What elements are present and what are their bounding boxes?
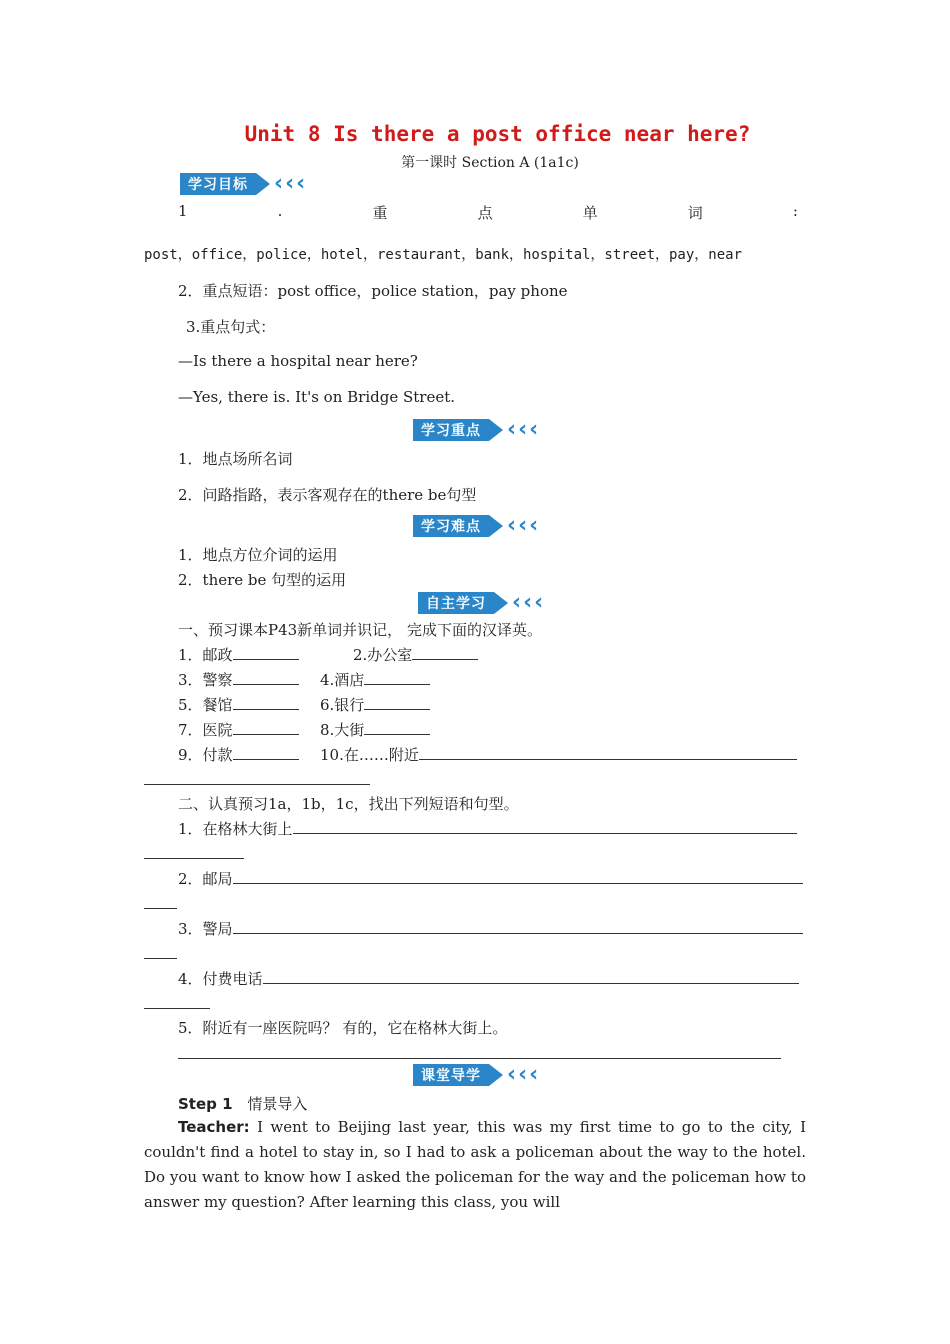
phrase-item	[178, 968, 799, 989]
vocab-label: 7．医院	[178, 721, 233, 739]
answer-blank-continued[interactable]	[144, 784, 370, 785]
vocab-item	[178, 644, 299, 665]
text-part: 单	[582, 204, 598, 222]
key-point-2: 2．问路指路，表示客观存在的there be句型	[178, 486, 477, 504]
self-study-part1-title: 一、预习课本P43新单词并识记， 完成下面的汉译英。	[178, 621, 542, 639]
vocab-label: 1．邮政	[178, 646, 233, 664]
self-study-part2-title: 二、认真预习1a，1b，1c，找出下列短语和句型。	[178, 795, 519, 813]
vocab-item	[320, 669, 430, 690]
teacher-text: I went to Beijing last year, this was my first time to go to the city, I couldn't find a hotel to stay in, so I had to ask a policeman about the way to the hotel. Do you want to know how I asked the policeman for the way and the policeman how to answer my question? After learning this class, you will	[144, 1118, 806, 1211]
banner-difficult-points	[413, 515, 540, 537]
difficult-point-2: 2．there be 句型的运用	[178, 571, 347, 589]
answer-blank[interactable]	[263, 969, 799, 984]
phrase-item	[178, 818, 797, 839]
phrase-label: 2．邮局	[178, 870, 233, 888]
banner-classroom-label: 课堂导学	[413, 1064, 489, 1086]
answer-blank[interactable]	[364, 695, 430, 710]
chevrons-icon: ‹ ‹ ‹	[274, 171, 306, 196]
vocab-label: 3．警察	[178, 671, 233, 689]
answer-blank[interactable]	[233, 695, 299, 710]
text-part: 1	[178, 202, 188, 220]
step1-label: Step 1	[178, 1095, 233, 1113]
answer-blank-continued[interactable]	[144, 908, 177, 909]
answer-blank[interactable]	[364, 720, 430, 735]
vocab-label: 2.办公室	[353, 646, 413, 664]
goals-dialog1: —Is there a hospital near here?	[178, 352, 418, 370]
step1-heading	[178, 1093, 307, 1114]
vocab-item	[178, 719, 299, 740]
goals-item2: 2．重点短语：post office，police station，pay phone	[178, 282, 568, 300]
vocab-label: 10.在……附近	[320, 746, 419, 764]
answer-blank[interactable]	[233, 869, 803, 884]
sentence-item: 5．附近有一座医院吗？ 有的，它在格林大街上。	[178, 1019, 508, 1037]
answer-blank[interactable]	[233, 720, 299, 735]
chevrons-icon: ‹ ‹ ‹	[507, 1062, 539, 1087]
text-part: .	[277, 202, 283, 220]
answer-blank[interactable]	[233, 919, 803, 934]
text-part: 点	[477, 204, 493, 222]
banner-self-study-label: 自主学习	[418, 592, 494, 614]
answer-blank[interactable]	[364, 670, 430, 685]
banner-key-points-label: 学习重点	[413, 419, 489, 441]
vocab-label: 4.酒店	[320, 671, 365, 689]
difficult-point-1: 1．地点方位介词的运用	[178, 546, 338, 564]
phrase-label: 4．付费电话	[178, 970, 263, 988]
vocab-label: 6.银行	[320, 696, 365, 714]
goals-item1-words: post，office，police，hotel，restaurant，bank，hospital，street，pay，near	[144, 247, 743, 263]
phrase-item	[178, 918, 803, 939]
text-part: 词	[687, 204, 703, 222]
vocab-item	[178, 744, 299, 765]
vocab-item	[320, 694, 430, 715]
answer-blank[interactable]	[233, 645, 299, 660]
vocab-item	[320, 719, 430, 740]
vocab-item	[320, 744, 797, 765]
vocab-item	[178, 694, 299, 715]
phrase-label: 1．在格林大街上	[178, 820, 293, 838]
vocab-label: 9．付款	[178, 746, 233, 764]
answer-blank[interactable]	[412, 645, 478, 660]
banner-goals-label: 学习目标	[180, 173, 256, 195]
teacher-paragraph	[144, 1115, 806, 1215]
banner-classroom	[413, 1064, 540, 1086]
text-part: 重	[372, 204, 388, 222]
answer-blank[interactable]	[233, 670, 299, 685]
phrase-label: 3．警局	[178, 920, 233, 938]
vocab-label: 8.大街	[320, 721, 365, 739]
goals-dialog2: —Yes, there is. It's on Bridge Street.	[178, 388, 455, 406]
chevrons-icon: ‹ ‹ ‹	[512, 590, 544, 615]
chevrons-icon: ‹ ‹ ‹	[507, 417, 539, 442]
answer-blank-continued[interactable]	[144, 958, 177, 959]
answer-blank-continued[interactable]	[144, 1008, 210, 1009]
banner-difficult-points-label: 学习难点	[413, 515, 489, 537]
goals-item3: 3.重点句式：	[186, 318, 276, 336]
banner-self-study	[418, 592, 545, 614]
banner-goals	[180, 173, 307, 195]
banner-key-points	[413, 419, 540, 441]
phrase-item	[178, 868, 803, 889]
vocab-item	[353, 644, 478, 665]
teacher-label: Teacher:	[178, 1118, 250, 1136]
step1-title: 情景导入	[247, 1095, 308, 1113]
key-point-1: 1．地点场所名词	[178, 450, 293, 468]
vocab-label: 5．餐馆	[178, 696, 233, 714]
answer-blank[interactable]	[293, 819, 797, 834]
answer-blank[interactable]	[178, 1058, 781, 1059]
goals-item1-heading	[178, 202, 798, 223]
vocab-item	[178, 669, 299, 690]
page-subtitle: 第一课时 Section A (1a1c)	[401, 155, 579, 171]
answer-blank-continued[interactable]	[144, 858, 244, 859]
chevrons-icon: ‹ ‹ ‹	[507, 513, 539, 538]
answer-blank[interactable]	[233, 745, 299, 760]
answer-blank[interactable]	[419, 745, 797, 760]
text-part: :	[792, 202, 798, 220]
page-title: Unit 8 Is there a post office near here?	[244, 122, 751, 146]
